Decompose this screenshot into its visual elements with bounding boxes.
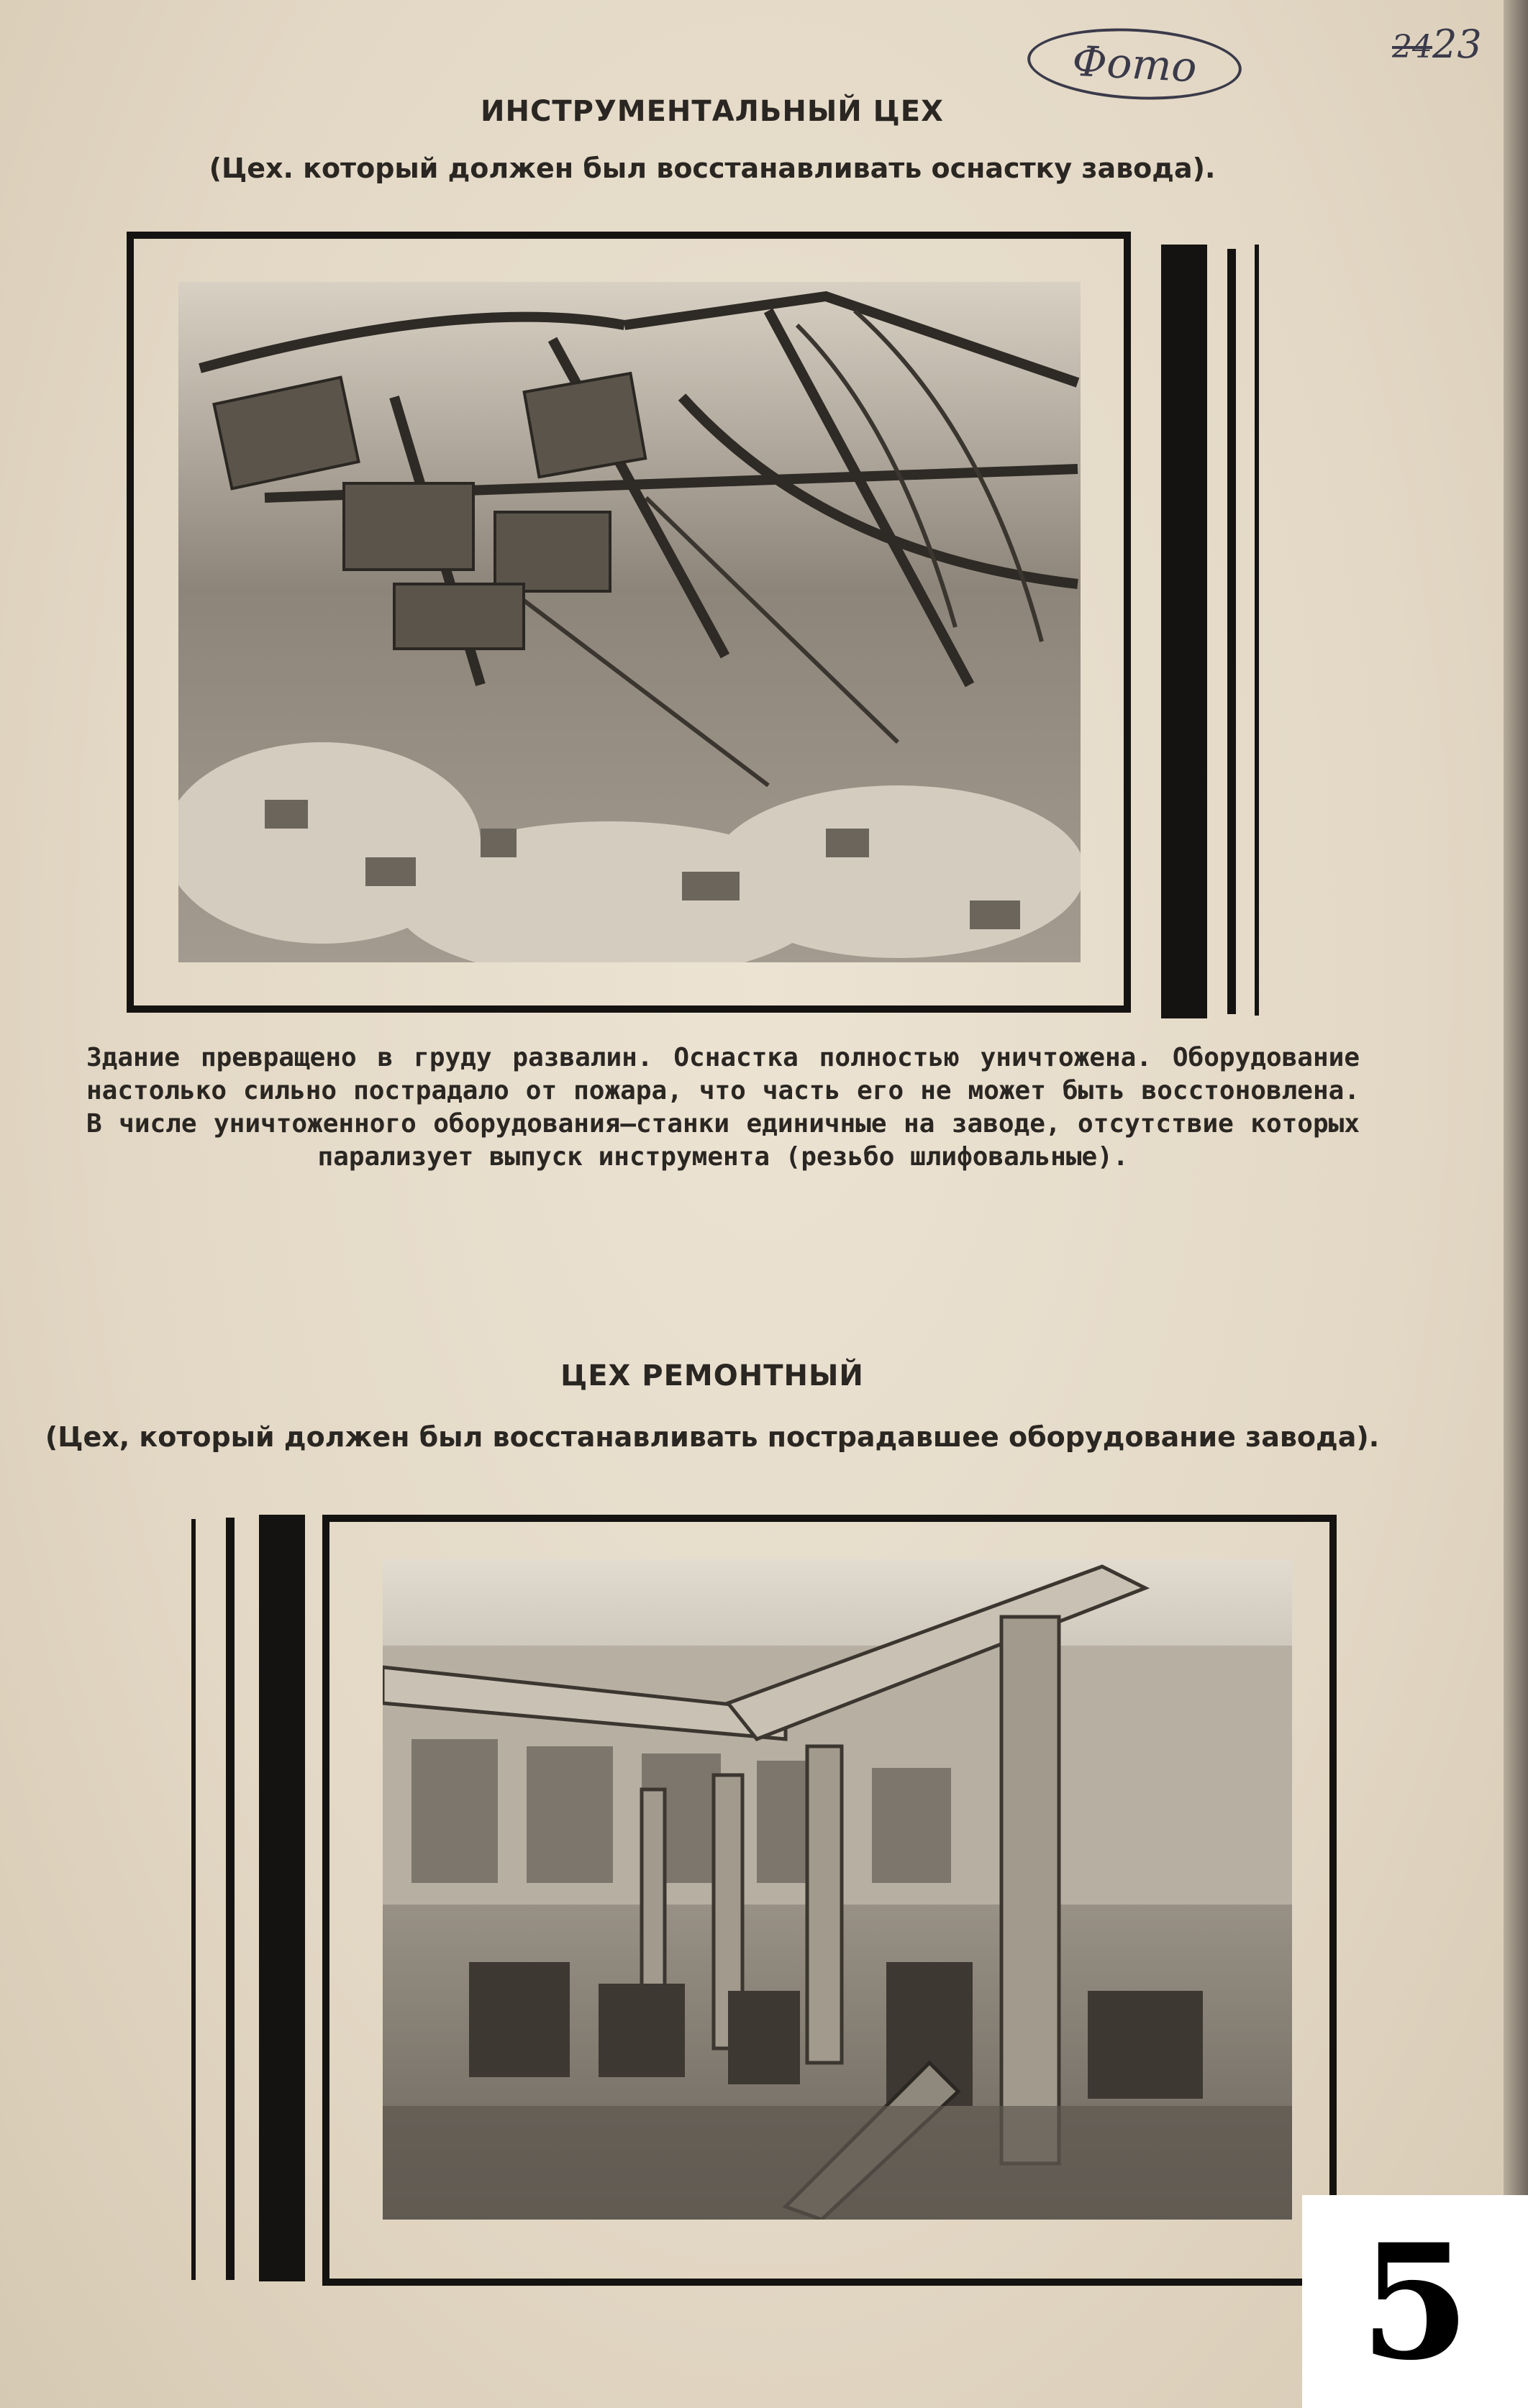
archive-number-old: 24 <box>1392 29 1432 65</box>
stamp-text: Фото <box>1070 36 1199 92</box>
page-number-label: 5 <box>1302 2195 1528 2408</box>
section1-photo-frame <box>127 232 1131 1013</box>
section2-title: ЦЕХ РЕМОНТНЫЙ <box>560 1359 864 1392</box>
photo-stamp <box>1026 23 1244 104</box>
section1-decor-bar-medium <box>1227 249 1236 1014</box>
section1-decor-bar-thin <box>1255 245 1259 1016</box>
section2-photo-frame <box>322 1515 1337 2286</box>
section2-photo <box>383 1559 1292 2220</box>
repair-shop-ruins-image <box>383 1559 1292 2220</box>
section2-decor-bar-medium <box>226 1518 235 2280</box>
archive-number-new: 23 <box>1432 22 1482 67</box>
section1-photo <box>178 282 1081 962</box>
section1-title: ИНСТРУМЕНТАЛЬНЫЙ ЦЕХ <box>481 95 944 128</box>
section1-caption: Здание превращено в груду развалин. Оснастка полностью уничтожена. Оборудование настолько сильно пострадало от пожара, что часть его не может быть восстоновлена. В числе уничтоженного оборудования—станки единичные на заводе, отсутствие которых парализует выпуск инструмента (резьбо шлифовальные). <box>86 1043 1360 1172</box>
section2-decor-bar-thin <box>191 1519 196 2280</box>
section1-decor-bar-thick <box>1161 245 1207 1018</box>
ruined-workshop-image <box>178 282 1081 962</box>
section1-subtitle: (Цех. который должен был восстанавливать оснастку завода). <box>209 152 1216 184</box>
section2-subtitle: (Цех, который должен был восстанавливать пострадавшее оборудование завода). <box>45 1421 1380 1453</box>
archive-page-number <box>1392 22 1482 67</box>
section2-decor-bar-thick <box>259 1515 305 2281</box>
page-edge-shadow <box>1504 0 1528 2408</box>
